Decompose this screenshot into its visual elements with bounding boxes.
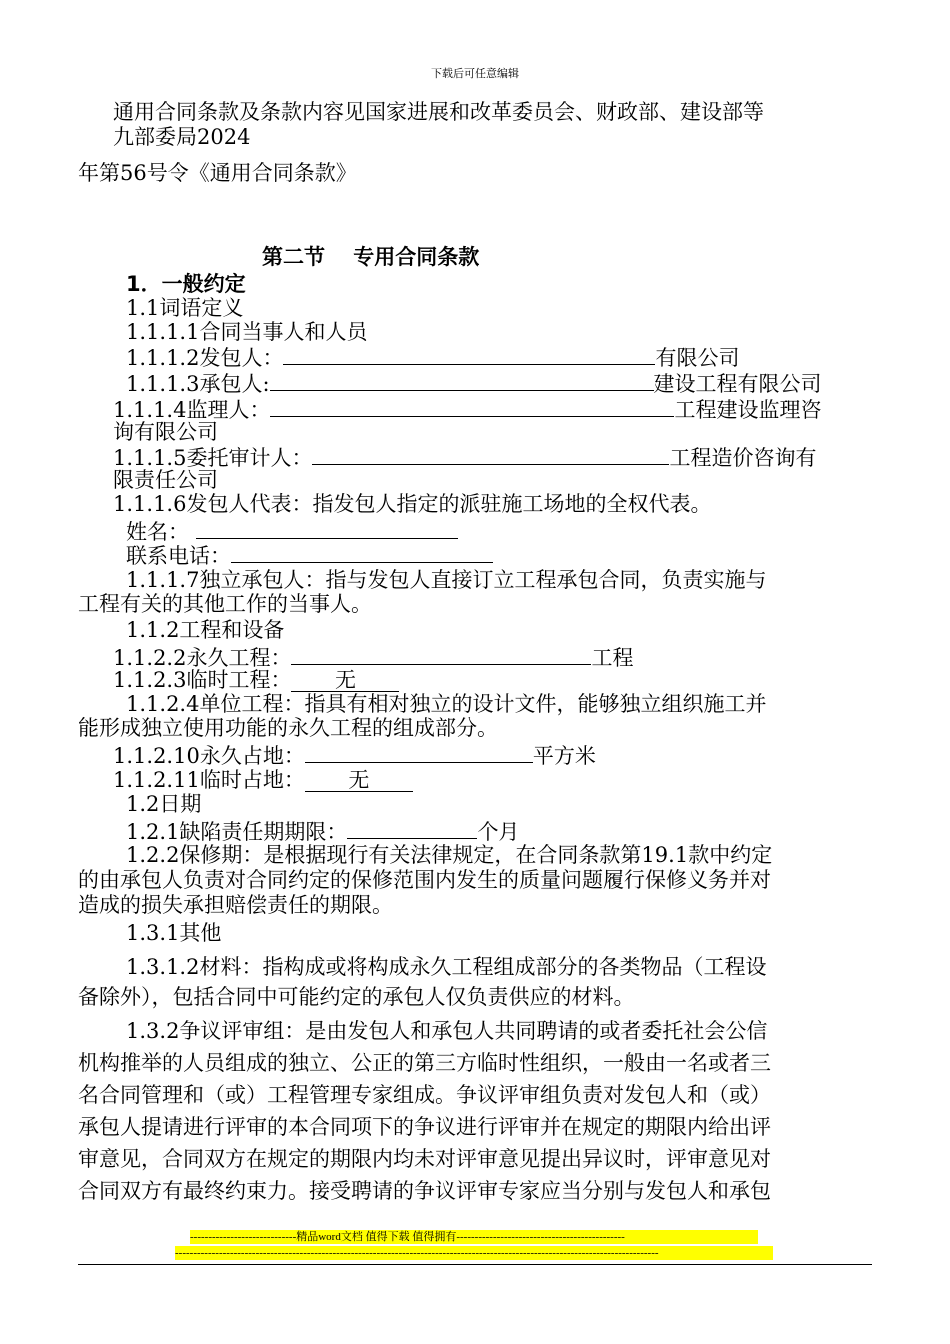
supervisor-blank[interactable] (270, 396, 674, 417)
dispute-line-1: 1.3.2争议评审组：是由发包人和承包人共同聘请的或者委托社会公信 (126, 1019, 768, 1043)
land-label: 1.1.2.10永久占地： (113, 744, 305, 768)
indep-contractor-line-1: 1.1.1.7独立承包人：指与发包人直接订立工程承包合同，负责实施与 (126, 568, 767, 592)
clause-employer (126, 344, 739, 370)
rep-name-blank[interactable] (196, 518, 458, 539)
rep-phone-label: 联系电话： (126, 544, 231, 568)
section-title: 第二节 专用合同条款 (262, 245, 480, 269)
footer-banner-line-1: -----------------------------精品word文档 值得下载 值得拥有---------------------------------------------- (190, 1230, 758, 1244)
footer-rule (78, 1264, 872, 1265)
clause-temporary-works (113, 668, 399, 692)
dispute-line-2: 机构推举的人员组成的独立、公正的第三方临时性组织，一般由一名或者三 (78, 1051, 771, 1075)
clause-1-1: 1.1词语定义 (126, 296, 244, 320)
material-line-2: 备除外），包括合同中可能约定的承包人仅负责供应的材料。 (78, 985, 635, 1009)
material-line-1: 1.3.1.2材料：指构成或将构成永久工程组成部分的各类物品（工程设 (126, 955, 767, 979)
clause-employer-rep: 1.1.1.6发包人代表：指发包人指定的派驻施工场地的全权代表。 (113, 492, 712, 516)
heading-general: 1．一般约定 (126, 272, 246, 296)
indep-contractor-line-2: 工程有关的其他工作的当事人。 (78, 592, 372, 616)
clause-1-2: 1.2日期 (126, 792, 202, 816)
dispute-line-5: 审意见，合同双方在规定的期限内均未对评审意见提出异议时，评审意见对 (78, 1147, 771, 1171)
supervisor-suffix: 工程建设监理咨 (674, 398, 822, 422)
tland-value[interactable]: 无 (305, 769, 413, 792)
clause-defect-period (126, 818, 519, 844)
defect-label: 1.2.1缺陷责任期期限： (126, 820, 348, 844)
defect-suffix: 个月 (477, 820, 520, 844)
auditor-blank[interactable] (312, 444, 669, 465)
clause-1-3-1: 1.3.1其他 (126, 921, 222, 945)
footer-banner-line-2: ------------------------------------------------------------------------------------------------------------------------------------ (175, 1246, 773, 1260)
clause-1-1-2: 1.1.2工程和设备 (126, 618, 285, 642)
land-blank[interactable] (305, 742, 533, 763)
contractor-suffix: 建设工程有限公司 (653, 372, 822, 396)
warranty-line-1: 1.2.2保修期：是根据现行有关法律规定，在合同条款第19.1款中约定 (126, 843, 773, 867)
clause-permanent-land (113, 742, 596, 768)
intro-line-1: 通用合同条款及条款内容见国家进展和改革委员会、财政部、建设部等 (113, 100, 764, 124)
perm-blank[interactable] (291, 644, 591, 665)
rep-name-line (126, 518, 458, 544)
supervisor-continued: 询有限公司 (113, 420, 218, 444)
auditor-suffix: 工程造价咨询有 (669, 446, 817, 470)
auditor-label: 1.1.1.5委托审计人： (113, 446, 313, 470)
auditor-continued: 限责任公司 (113, 468, 218, 492)
unit-works-line-1: 1.1.2.4单位工程：指具有相对独立的设计文件，能够独立组织施工并 (126, 692, 767, 716)
intro-line-3: 年第56号令《通用合同条款》 (78, 161, 357, 185)
land-suffix: 平方米 (532, 744, 596, 768)
warranty-line-3: 造成的损失承担赔偿责任的期限。 (78, 893, 393, 917)
clause-contractor (126, 370, 822, 396)
clause-permanent-works (113, 644, 633, 670)
contractor-blank[interactable] (270, 370, 654, 391)
clause-supervisor (113, 396, 821, 422)
rep-phone-line (126, 542, 493, 568)
dispute-line-6: 合同双方有最终约束力。接受聘请的争议评审专家应当分别与发包人和承包 (78, 1179, 771, 1203)
warranty-line-2: 的由承包人负责对合同约定的保修范围内发生的质量问题履行保修义务并对 (78, 868, 771, 892)
perm-label: 1.1.2.2永久工程： (113, 646, 292, 670)
rep-phone-blank[interactable] (231, 542, 493, 563)
page-header: 下载后可任意编辑 (431, 67, 519, 80)
unit-works-line-2: 能形成独立使用功能的永久工程的组成部分。 (78, 716, 498, 740)
clause-temporary-land (113, 768, 413, 792)
dispute-line-4: 承包人提请进行评审的本合同项下的争议进行评审并在规定的期限内给出评 (78, 1115, 771, 1139)
temp-value[interactable]: 无 (291, 669, 399, 692)
employer-suffix: 有限公司 (655, 346, 740, 370)
employer-label: 1.1.1.2发包人： (126, 346, 284, 370)
rep-name-label: 姓名： (126, 520, 189, 544)
tland-label: 1.1.2.11临时占地： (113, 768, 305, 792)
perm-suffix: 工程 (591, 646, 634, 670)
temp-label: 1.1.2.3临时工程： (113, 668, 292, 692)
clause-1-1-1: 1.1.1.1合同当事人和人员 (126, 320, 368, 344)
employer-blank[interactable] (283, 344, 655, 365)
supervisor-label: 1.1.1.4监理人： (113, 398, 271, 422)
clause-auditor (113, 444, 816, 470)
defect-blank[interactable] (347, 818, 477, 839)
contractor-label: 1.1.1.3承包人: (126, 372, 270, 396)
dispute-line-3: 名合同管理和（或）工程管理专家组成。争议评审组负责对发包人和（或） (78, 1083, 771, 1107)
intro-line-2: 九部委局2024 (113, 125, 251, 149)
